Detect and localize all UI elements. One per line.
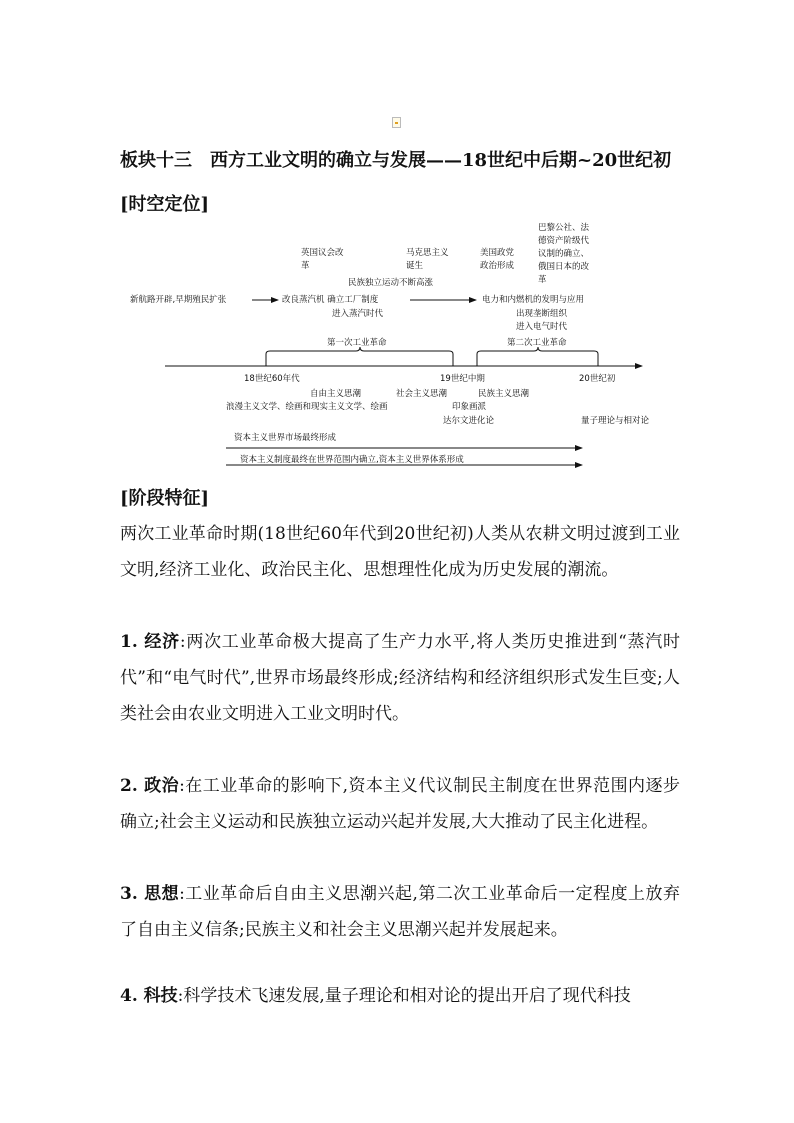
event-paris-commune: 巴黎公社、法德资产阶级代议制的确立、俄国日本的改革 — [538, 223, 590, 285]
event-british-parliament: 英国议会改革 — [301, 248, 344, 271]
image-placeholder-icon — [392, 117, 401, 128]
paragraph-thought-text: :工业革命后自由主义思潮兴起,第二次工业革命后一定程度上放弃了自由主义信条;民族主义和社会主义思潮兴起并发展起来。 — [120, 884, 680, 940]
event-world-market: 资本主义世界市场最终形成 — [234, 433, 337, 443]
paragraph-thought — [120, 876, 680, 948]
period-second: 第二次工业革命 — [507, 338, 567, 348]
thought-socialism: 社会主义思潮 — [396, 389, 448, 399]
thought-arts: 浪漫主义文学、绘画和现实主义文学、绘画 — [226, 402, 388, 412]
timeline-lines — [120, 222, 680, 472]
paragraph-economy-text: :两次工业革命极大提高了生产力水平,将人类历史推进到“蒸汽时代”和“电气时代”,世界市场最终形成;经济结构和经济组织形式发生巨变;人类社会由农业文明进入工业文明时代。 — [120, 632, 680, 724]
axis-label-start: 18世纪60年代 — [244, 374, 300, 384]
intro-paragraph: 两次工业革命时期(18世纪60年代到20世纪初)人类从农耕文明过渡到工业文明,经济工业化、政治民主化、思想理性化成为历史发展的潮流。 — [120, 524, 680, 580]
thought-liberalism: 自由主义思潮 — [310, 389, 362, 399]
paragraph-economy — [120, 624, 680, 732]
thought-quantum: 量子理论与相对论 — [581, 416, 650, 426]
section-heading-stage: [阶段特征] — [120, 488, 210, 509]
event-electric: 电力和内燃机的发明与应用 — [482, 295, 585, 305]
thought-nationalism: 民族主义思潮 — [478, 389, 530, 399]
event-capitalist-system: 资本主义制度最终在世界范围内确立,资本主义世界体系形成 — [240, 455, 464, 465]
paragraph-politics-label: 2. 政治 — [120, 776, 180, 796]
axis-label-mid: 19世纪中期 — [440, 374, 485, 384]
paragraph-politics — [120, 768, 680, 840]
paragraph-technology — [120, 978, 680, 1014]
timeline-diagram — [120, 222, 680, 472]
event-steam-age: 进入蒸汽时代 — [332, 309, 384, 319]
event-independence: 民族独立运动不断高涨 — [348, 278, 434, 288]
paragraph-technology-label: 4. 科技 — [120, 986, 178, 1006]
event-us-parties: 美国政党政治形成 — [480, 248, 515, 271]
paragraph-economy-label: 1. 经济 — [120, 632, 180, 652]
axis-label-end: 20世纪初 — [579, 374, 616, 384]
paragraph-technology-text: :科学技术飞速发展,量子理论和相对论的提出开启了现代科技 — [177, 986, 631, 1006]
paragraph-thought-label: 3. 思想 — [120, 884, 180, 904]
event-early-colonial: 新航路开辟,早期殖民扩张 — [130, 295, 227, 305]
section-heading-spacetime: [时空定位] — [120, 194, 210, 215]
thought-darwin: 达尔文进化论 — [443, 416, 495, 426]
event-monopoly: 出现垄断组织 — [516, 309, 568, 319]
event-steam: 改良蒸汽机 确立工厂制度 — [282, 295, 379, 305]
event-electric-age: 进入电气时代 — [516, 322, 568, 332]
paragraph-politics-text: :在工业革命的影响下,资本主义代议制民主制度在世界范围内逐步确立;社会主义运动和民族独立运动兴起并发展,大大推动了民主化进程。 — [120, 776, 680, 832]
period-first: 第一次工业革命 — [327, 338, 387, 348]
thought-impressionism: 印象画派 — [452, 402, 487, 412]
page-title: 板块十三 西方工业文明的确立与发展——18世纪中后期~20世纪初 — [120, 150, 672, 171]
event-marxism: 马克思主义诞生 — [406, 248, 449, 271]
